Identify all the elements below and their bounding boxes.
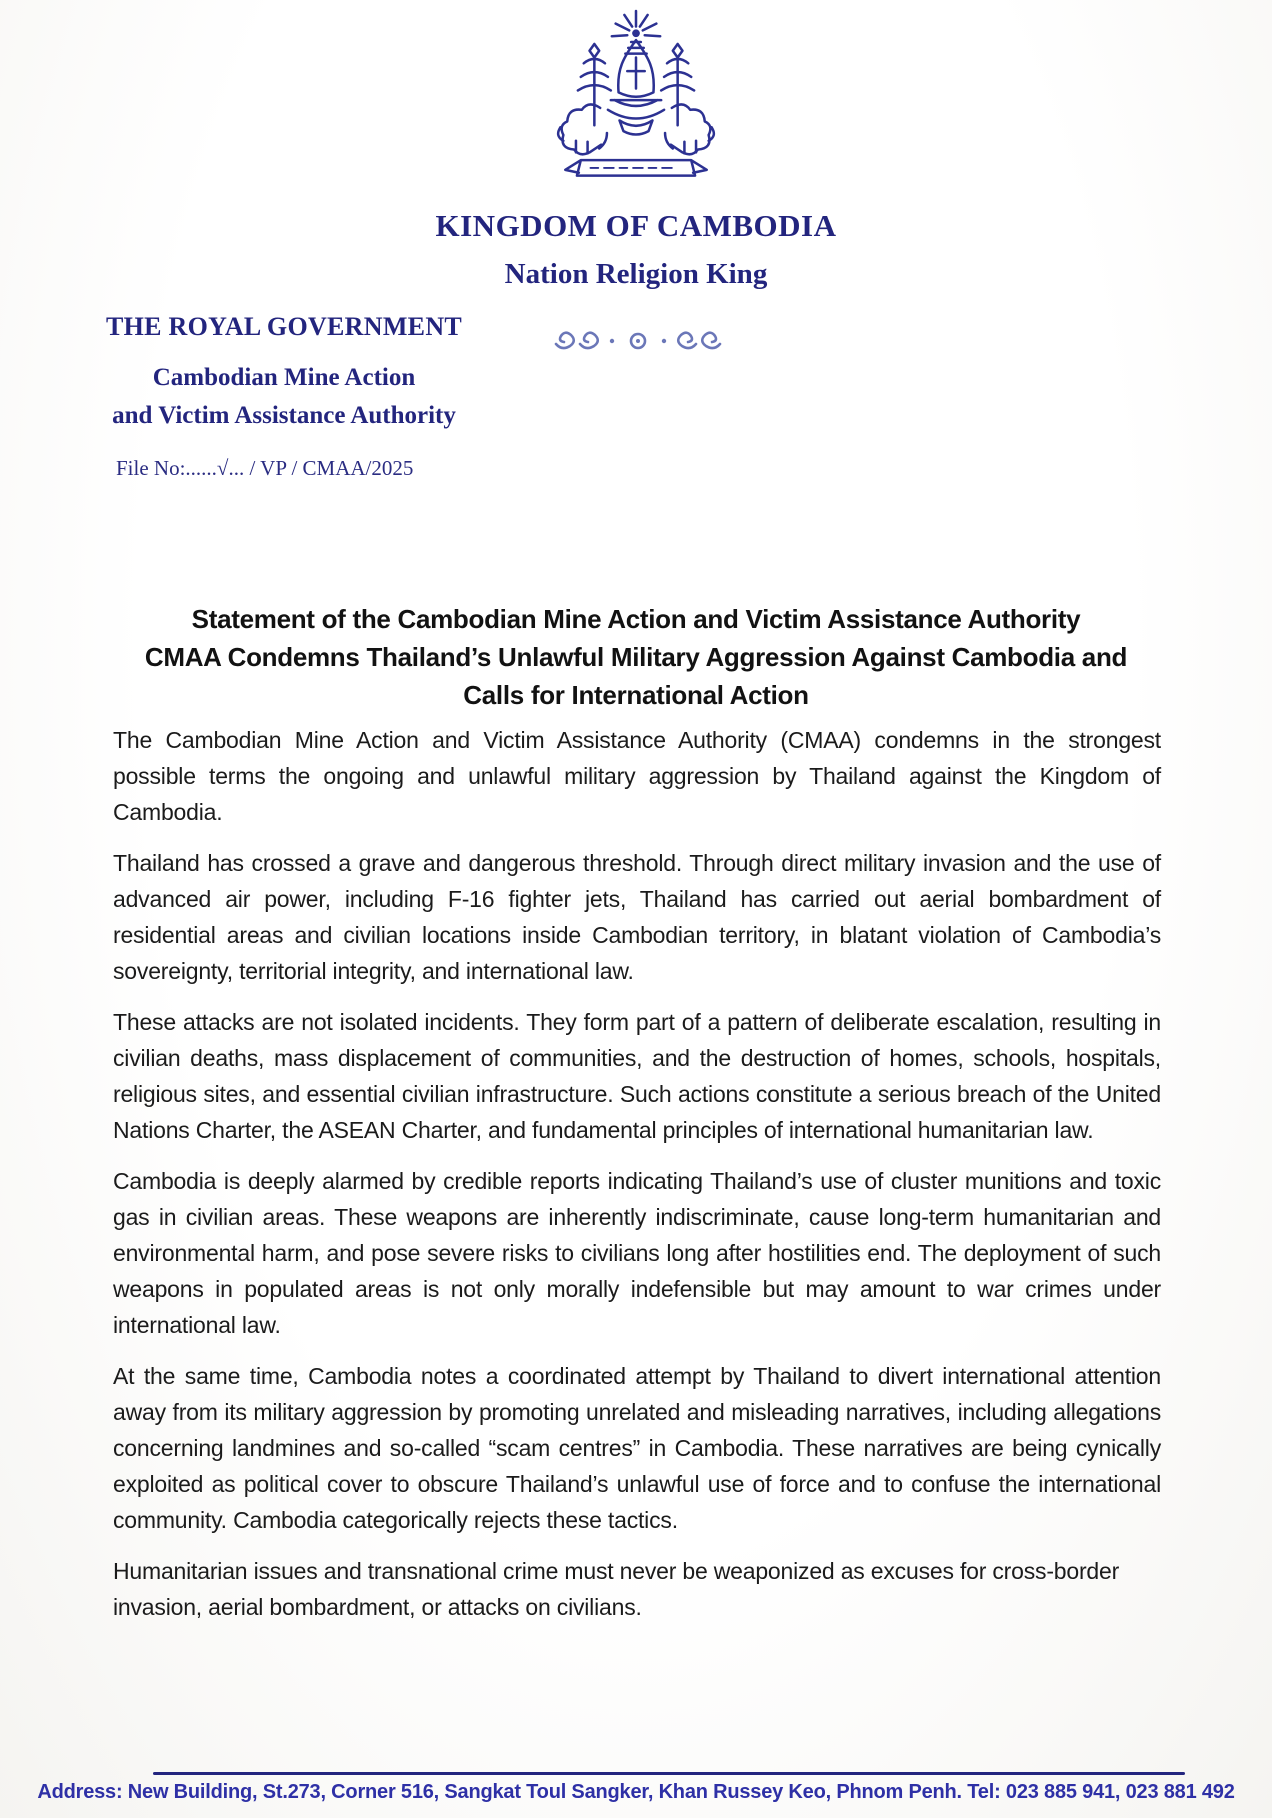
footer-address: Address: New Building, St.273, Corner 516, Sangkat Toul Sangker, Khan Russey Keo, Phnom Penh. Tel: 023 885 941, 023 881 492 [37,1781,1235,1803]
authority-name-line1: Cambodian Mine Action [152,364,416,391]
body-paragraph: Humanitarian issues and transnational crime must never be weaponized as excuses for cross-border invasion, aerial bombardment, or attacks on civilians. [113,1558,1120,1620]
letterhead-left-block [86,312,482,481]
statement-title-line3: Calls for International Action [463,680,809,710]
body-paragraph: Thailand has crossed a grave and dangerous threshold. Through direct military invasion and the use of advanced air power, including F-16 fighter jets, Thailand has carried out aerial bombardment of residential areas and civilian locations inside Cambodian territory, in blatant violation of Cambodia’s sovereignty, territorial integrity, and international law. [113,850,1161,984]
statement-title-line2: CMAA Condemns Thailand’s Unlawful Military Aggression Against Cambodia and [144,642,1128,672]
statement-title-line1: Statement of the Cambodian Mine Action and Victim Assistance Authority [191,604,1081,634]
motto-line: Nation Religion King [504,258,768,290]
scroll-ornament-icon [552,328,724,359]
body-paragraph: At the same time, Cambodia notes a coordinated attempt by Thailand to divert international attention away from its military aggression by promoting unrelated and misleading narratives, including allegations concerning landmines and so-called “scam centres” in Cambodia. These narratives are being cynically exploited as political cover to obscure Thailand’s unlawful use of force and to confuse the international community. Cambodia categorically rejects these tactics. [113,1363,1161,1533]
royal-arms-emblem-icon [544,6,728,207]
body-paragraph: The Cambodian Mine Action and Victim Assistance Authority (CMAA) condemns in the strongest possible terms the ongoing and unlawful military aggression by Thailand against the Kingdom of Cambodia. [113,727,1161,825]
kingdom-title: KINGDOM OF CAMBODIA [435,208,837,243]
authority-name-line2: and Victim Assistance Authority [112,402,456,429]
body-paragraph: Cambodia is deeply alarmed by credible reports indicating Thailand’s use of cluster munitions and toxic gas in civilian areas. These weapons are inherently indiscriminate, cause long-term humanitarian and environmental harm, and pose severe risks to civilians long after hostilities end. The deployment of such weapons in populated areas is not only morally indefensible but may amount to war crimes under international law. [113,1168,1161,1338]
statement-title [0,600,1272,714]
file-number-line: File No:......√... / VP / CMAA/2025 [116,456,414,480]
footer-divider [153,1772,1185,1775]
royal-government-line: THE ROYAL GOVERNMENT [105,312,463,341]
body-paragraph: These attacks are not isolated incidents. They form part of a pattern of deliberate escalation, resulting in civilian deaths, mass displacement of communities, and the destruction of homes, schools, hospitals, religious sites, and essential civilian infrastructure. Such actions constitute a serious breach of the United Nations Charter, the ASEAN Charter, and fundamental principles of international humanitarian law. [113,1009,1161,1143]
statement-body [113,722,1161,1640]
